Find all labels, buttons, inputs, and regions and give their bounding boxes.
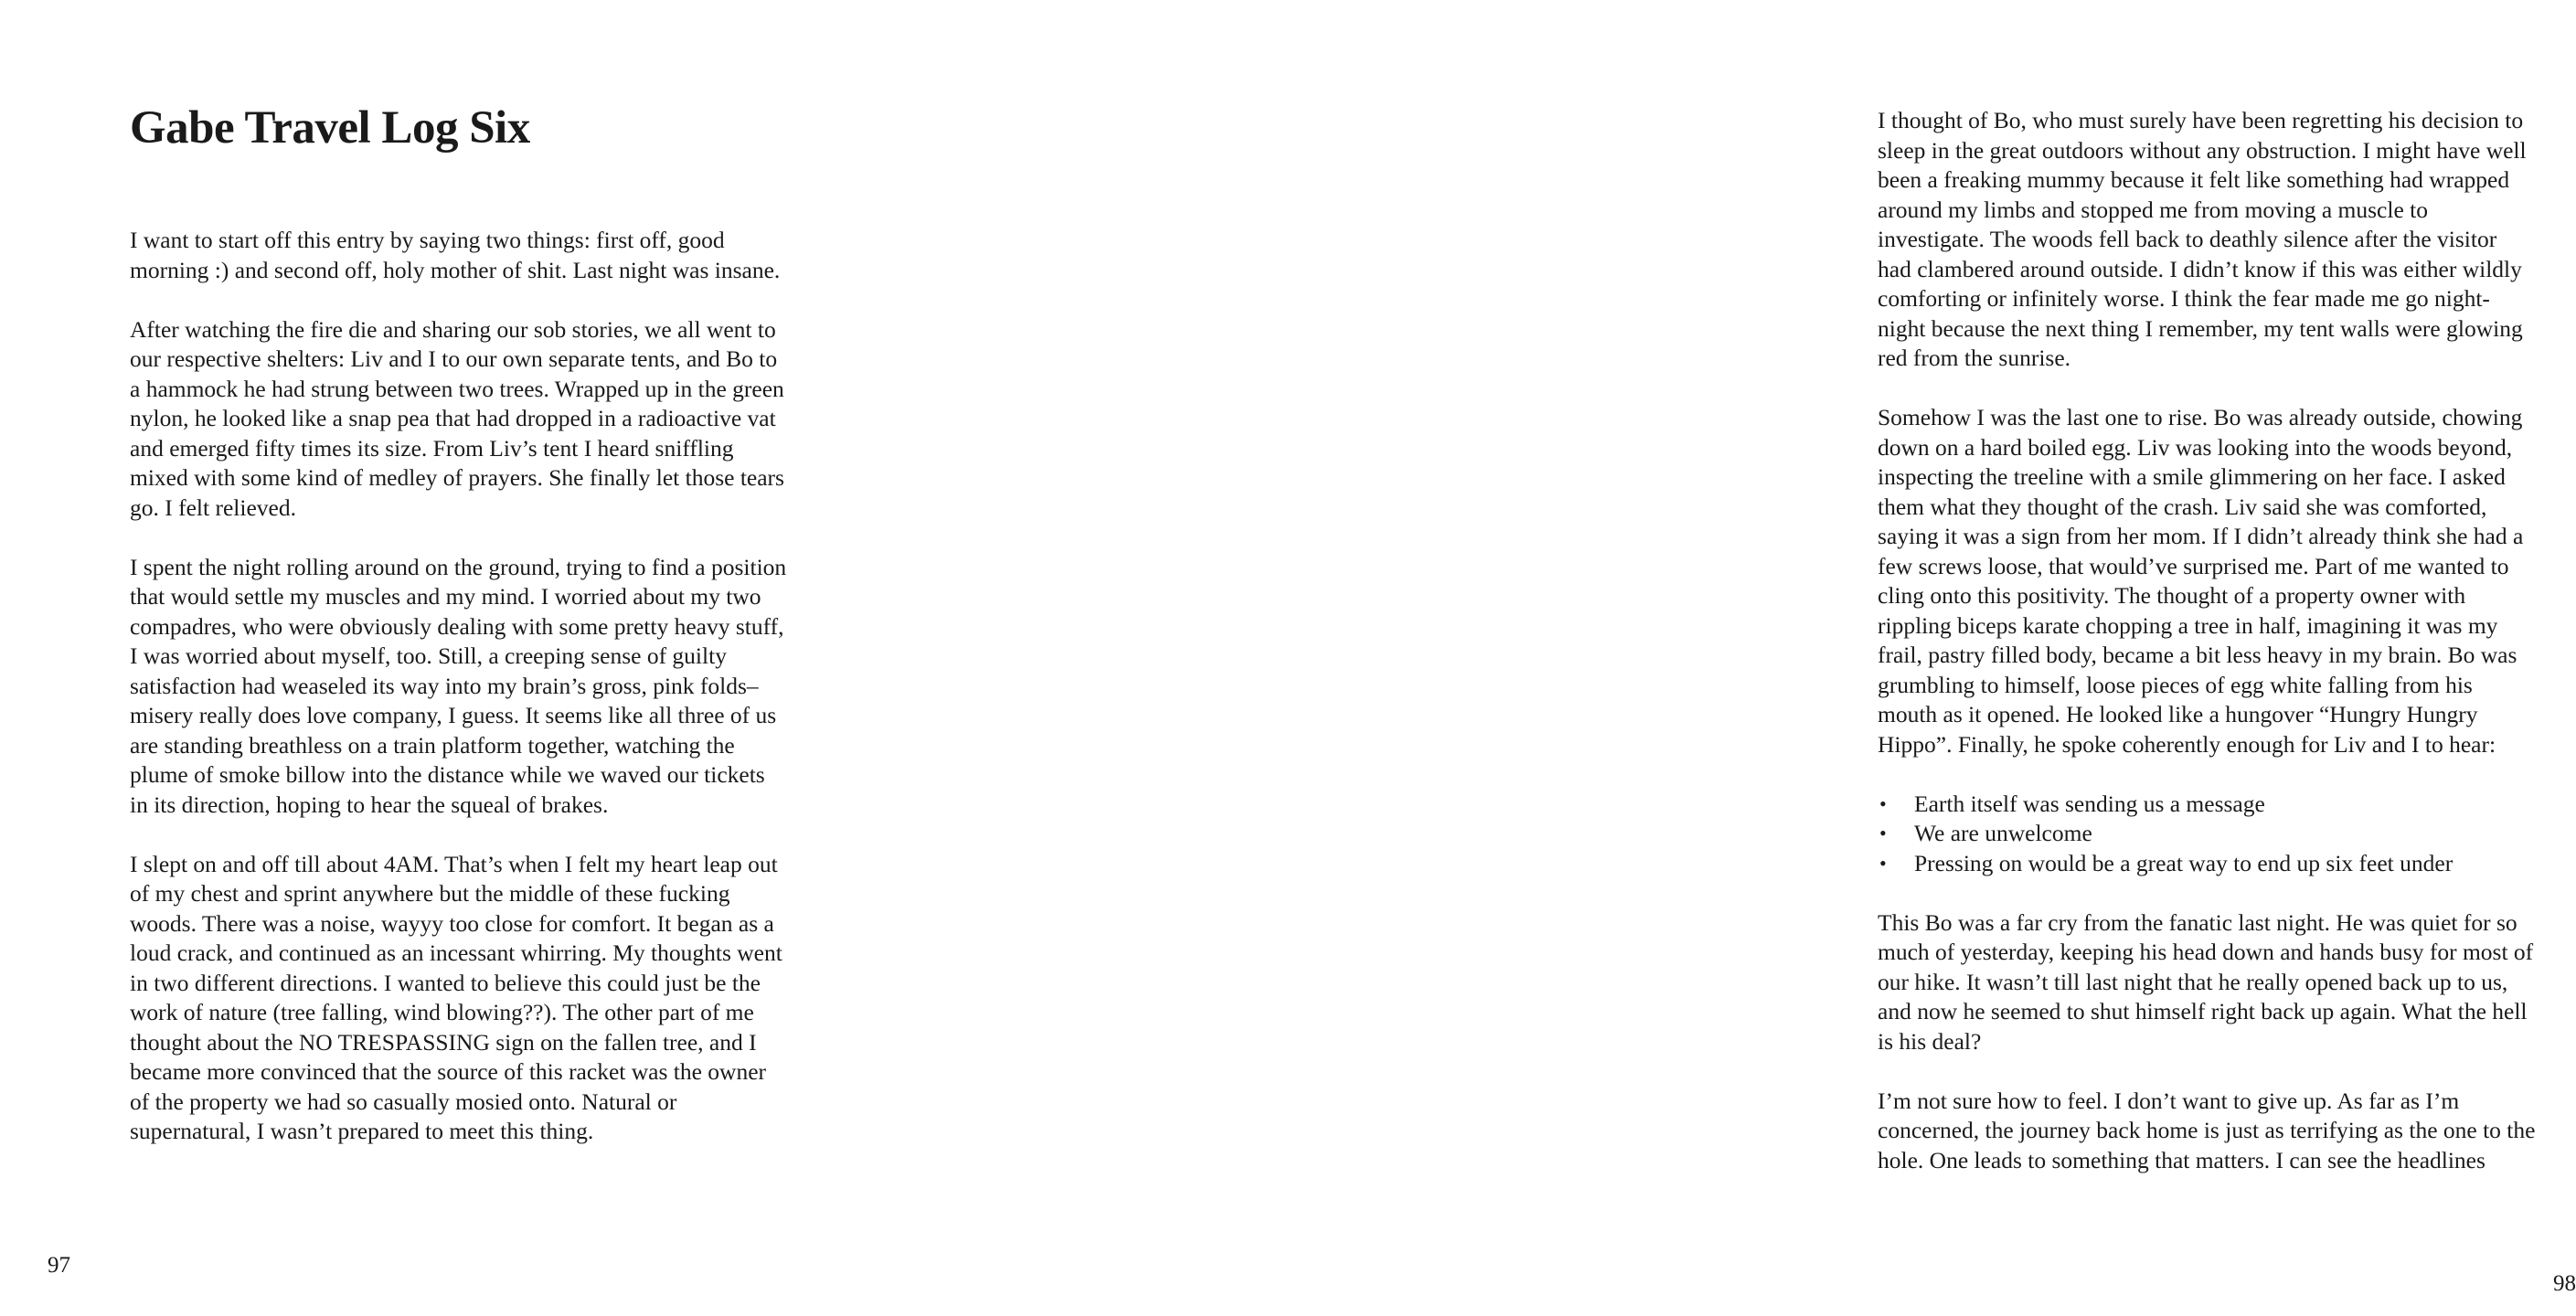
left-body-text	[130, 226, 788, 1147]
bullet-icon: •	[1879, 851, 1887, 875]
list-item	[1878, 849, 2536, 879]
paragraph: I thought of Bo, who must surely have been regretting his decision to sleep in the great outdoors without any obstruction. I might have well been a freaking mummy because it felt like something had wrapped around my limbs and stopped me from moving a muscle to investigate. The woods fell back to deathly silence after the visitor had clambered around outside. I didn’t know if this was either wildly comforting or infinitely worse. I think the fear made me go night-night because the next thing I remember, my tent walls were glowing red from the sunrise.	[1878, 107, 2527, 371]
paragraph: I slept on and off till about 4AM. That’s when I felt my heart leap out of my chest and sprint anywhere but the middle of these fucking woods. There was a noise, wayyy too close for comfort. It began as a loud crack, and continued as an incessant whirring. My thoughts went in two different directions. I wanted to believe this could just be the work of nature (tree falling, wind blowing??). The other part of me thought about the NO TRESPASSING sign on the fallen tree, and I became more convinced that the source of this racket was the owner of the property we had so casually mosied onto. Natural or supernatural, I wasn’t prepared to meet this thing.	[130, 850, 782, 1144]
right-body-text	[1878, 106, 2536, 1175]
page-number-left: 97	[48, 1253, 70, 1278]
paragraph: This Bo was a far cry from the fanatic last night. He was quiet for so much of yesterday, keeping his head down and hands busy for most of our hike. It wasn’t till last night that he really opened back up to us, and now he seemed to shut himself right back up again. What the hell is his deal?	[1878, 908, 2534, 1055]
list-item	[1878, 790, 2536, 820]
paragraph: After watching the fire die and sharing our sob stories, we all went to our respective shelters: Liv and I to our own separate tents, and Bo to a hammock he had strung between two trees. Wrapped up in the green nylon, he looked like a snap pea that had dropped in a radioactive vat and emerged fifty times its size. From Liv’s tent I heard sniffling mixed with some kind of medley of prayers. She finally let those tears go. I felt relieved.	[130, 315, 784, 521]
paragraph: I spent the night rolling around on the ground, trying to find a position that would settle my muscles and my mind. I worried about my two compadres, who were obviously dealing with some pretty heavy stuff, I was worried about myself, too. Still, a creeping sense of guilty satisfaction had weaseled its way into my brain’s gross, pink folds–misery really does love company, I guess. It seems like all three of us are standing breathless on a train platform together, watching the plume of smoke billow into the distance while we waved our tickets in its direction, hoping to hear the squeal of brakes.	[130, 553, 787, 818]
left-page	[0, 0, 878, 1316]
bullet-icon: •	[1879, 791, 1887, 815]
page-number-right: 98	[2553, 1271, 2576, 1296]
bullet-icon: •	[1879, 822, 1887, 844]
list-item	[1878, 819, 2536, 849]
bullet-list	[1878, 790, 2536, 879]
list-item-text: We are unwelcome	[1914, 820, 2092, 846]
chapter-title: Gabe Travel Log Six	[130, 102, 530, 154]
paragraph: I want to start off this entry by saying two things: first off, good morning :) and second off, holy mother of shit. Last night was insane.	[130, 227, 781, 283]
paragraph: Somehow I was the last one to rise. Bo was already outside, chowing down on a hard boiled egg. Liv was looking into the woods beyond, inspecting the treeline with a smile glimmering on her face. I asked them what they thought of the crash. Liv said she was comforted, saying it was a sign from her mom. If I didn’t already think she had a few screws loose, that would’ve surprised me. Part of me wanted to cling onto this positivity. The thought of a property owner with rippling biceps karate chopping a tree in half, imagining it was my frail, pastry filled body, became a bit less heavy in my brain. Bo was grumbling to himself, loose pieces of egg white falling from his mouth as it opened. He looked like a hungover “Hungry Hungry Hippo”. Finally, he spoke coherently enough for Liv and I to hear:	[1878, 404, 2524, 758]
paragraph: I’m not sure how to feel. I don’t want to give up. As far as I’m concerned, the journey back home is just as terrifying as the one to the hole. One leads to something that matters. I can see the headlines	[1878, 1087, 2536, 1173]
list-item-text: Earth itself was sending us a message	[1914, 790, 2265, 817]
right-page	[878, 0, 2576, 1316]
list-item-text: Pressing on would be a great way to end up six feet under	[1914, 849, 2454, 876]
